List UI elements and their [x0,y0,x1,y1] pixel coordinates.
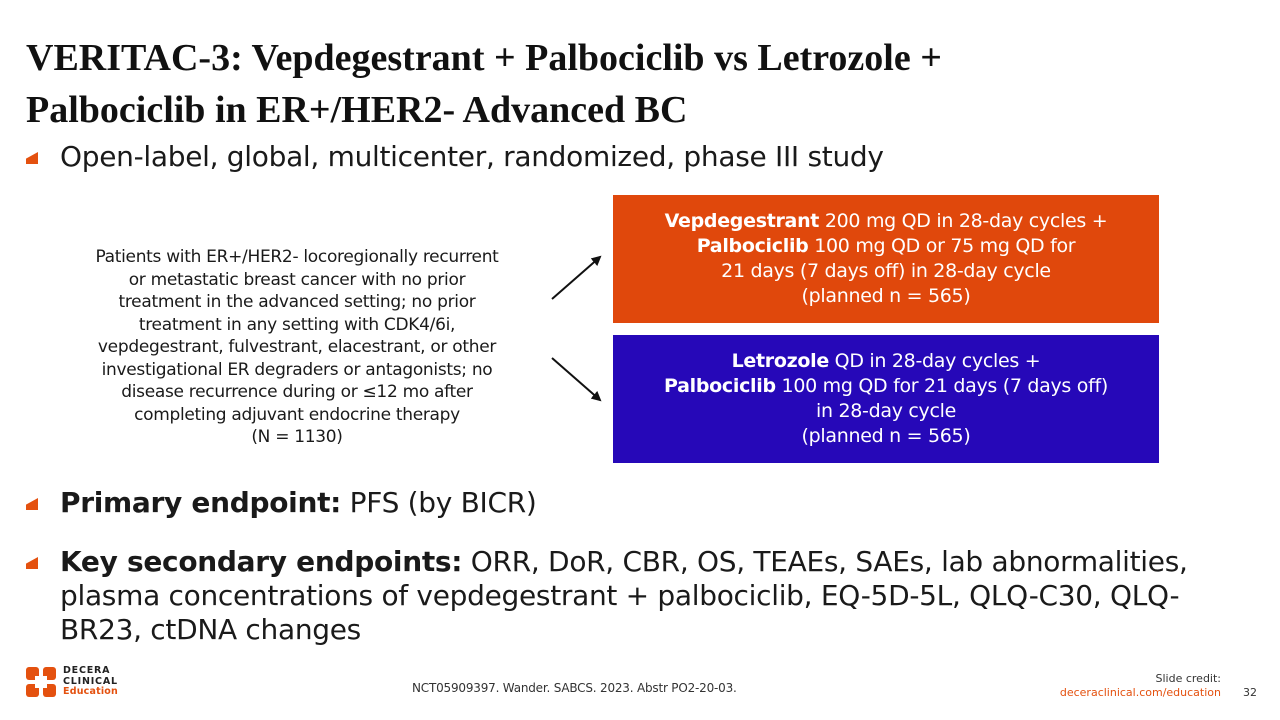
slide-credit-label: Slide credit: [1155,672,1221,685]
patients-line: completing adjuvant endocrine therapy [134,404,460,425]
secondary-endpoints-bullet [26,545,1206,647]
bullet-icon [26,557,38,569]
decera-logo [26,666,118,698]
arm-line [633,209,1139,234]
arm-dose: 200 mg QD in 28-day cycles + [819,210,1108,232]
patients-line: disease recurrence during or ≤12 mo after [121,382,473,402]
patients-line: or metastatic breast cancer with no prior [128,269,466,290]
logo-line-education: Education [63,686,118,697]
patient-eligibility [66,246,528,449]
decera-logo-icon [26,667,56,697]
logo-line-decera: DECERA [63,665,111,676]
arm-drug-name: Letrozole [731,350,829,372]
bullet-icon [26,498,38,510]
arm-drug-name: Palbociclib [696,235,809,257]
secondary-endpoints-text [60,545,1206,647]
arm-line [633,349,1139,374]
arm-dose: 100 mg QD or 75 mg QD for [808,235,1076,257]
arrow-down-right-icon [552,358,600,400]
arm-letrozole-box [613,335,1159,463]
study-design-bullet [26,140,884,174]
study-design-text: Open-label, global, multicenter, randomized, phase III study [60,140,884,173]
arm-dose: 100 mg QD for 21 days (7 days off) [775,375,1108,397]
patients-line: investigational ER degraders or antagonists; no [101,359,493,380]
arm-schedule: 21 days (7 days off) in 28-day cycle [721,260,1051,282]
patients-line: treatment in any setting with CDK4/6i, [138,314,456,335]
logo-line-clinical: CLINICAL [63,675,118,687]
page-number: 32 [1243,686,1257,699]
bullet-icon [26,152,38,164]
arm-planned-n: (planned n = 565) [801,285,971,307]
patients-count: (N = 1130) [251,427,343,447]
patients-line: treatment in the advanced setting; no prior [118,292,476,312]
arm-schedule: in 28-day cycle [816,400,956,422]
arm-vepdegestrant-box [613,195,1159,323]
secondary-endpoints-label: Key secondary endpoints: [60,545,463,578]
arm-drug-name: Vepdegestrant [664,210,820,232]
slide-credit [1060,672,1221,700]
primary-endpoint-text [60,486,537,520]
arrow-up-right-icon [552,257,600,299]
primary-endpoint-bullet [26,486,537,520]
arm-line [633,234,1139,259]
slide-title [26,32,1226,136]
patients-line: vepdegestrant, fulvestrant, elacestrant, or other [97,337,497,357]
arm-planned-n: (planned n = 565) [801,425,971,447]
arm-dose: QD in 28-day cycles + [828,350,1041,372]
patients-line: Patients with ER+/HER2- locoregionally recurrent [95,247,499,267]
slide-title-line-2: Palbociclib in ER+/HER2- Advanced BC [26,89,688,131]
slide-title-line-1: VERITAC-3: Vepdegestrant + Palbociclib vs Letrozole + [26,37,942,79]
secondary-endpoints-value: ORR, DoR, CBR, OS, TEAEs, SAEs, lab abnormalities, plasma concentrations of vepdegestrant + palbociclib, EQ-5D-5L, QLQ-C30, QLQ-BR23, ctDNA changes [60,545,1188,646]
arm-line [633,374,1139,399]
reference-citation: NCT05909397. Wander. SABCS. 2023. Abstr PO2-20-03. [412,681,737,695]
slide-credit-link[interactable]: deceraclinical.com/education [1059,686,1221,699]
primary-endpoint-value: PFS (by BICR) [341,486,537,519]
arm-drug-name: Palbociclib [664,375,776,397]
primary-endpoint-label: Primary endpoint: [60,486,342,519]
